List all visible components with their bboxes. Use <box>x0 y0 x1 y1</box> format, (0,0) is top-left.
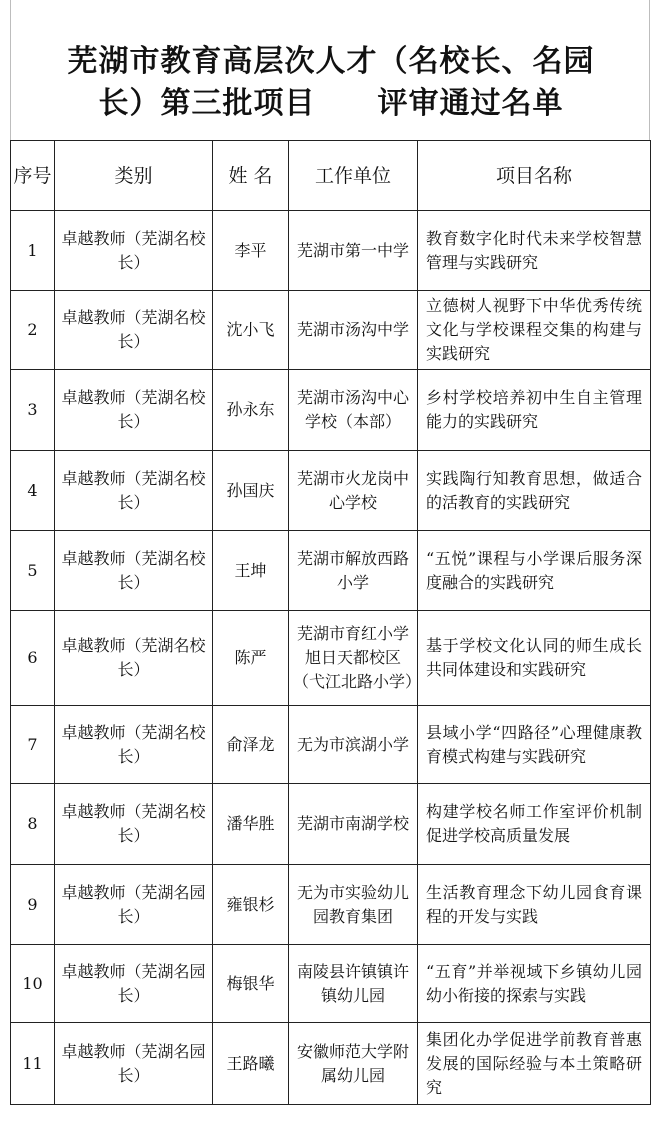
document-title-line-1: 芜湖市教育高层次人才（名校长、名园 <box>67 44 595 79</box>
row-unit: 芜湖市第一中学 <box>289 211 418 291</box>
table-row <box>11 945 651 1023</box>
row-name: 王坤 <box>213 531 289 611</box>
row-no: 1 <box>11 211 55 291</box>
row-category: 卓越教师（芜湖名校长） <box>55 784 213 865</box>
row-category: 卓越教师（芜湖名校长） <box>55 531 213 611</box>
row-project: 立德树人视野下中华优秀传统文化与学校课程交集的构建与实践研究 <box>418 291 651 370</box>
table-row <box>11 291 651 370</box>
table-row <box>11 611 651 706</box>
row-unit: 无为市实验幼儿园教育集团 <box>289 865 418 945</box>
row-project: 乡村学校培养初中生自主管理能力的实践研究 <box>418 370 651 451</box>
row-name: 潘华胜 <box>213 784 289 865</box>
row-category: 卓越教师（芜湖名校长） <box>55 211 213 291</box>
row-project: “五育”并举视域下乡镇幼儿园幼小衔接的探索与实践 <box>418 945 651 1023</box>
row-project: 生活教育理念下幼儿园食育课程的开发与实践 <box>418 865 651 945</box>
table-row <box>11 706 651 784</box>
row-unit: 芜湖市汤沟中学 <box>289 291 418 370</box>
table-row <box>11 1023 651 1105</box>
row-name: 俞泽龙 <box>213 706 289 784</box>
row-name: 王路曦 <box>213 1023 289 1105</box>
row-project: 实践陶行知教育思想，做适合的活教育的实践研究 <box>418 451 651 531</box>
row-unit: 芜湖市解放西路小学 <box>289 531 418 611</box>
row-name: 孙永东 <box>213 370 289 451</box>
row-name: 雍银杉 <box>213 865 289 945</box>
row-project: 构建学校名师工作室评价机制 促进学校高质量发展 <box>418 784 651 865</box>
row-category: 卓越教师（芜湖名校长） <box>55 451 213 531</box>
row-no: 2 <box>11 291 55 370</box>
row-category: 卓越教师（芜湖名园长） <box>55 865 213 945</box>
row-no: 6 <box>11 611 55 706</box>
row-project: 集团化办学促进学前教育普惠发展的国际经验与本土策略研究 <box>418 1023 651 1105</box>
table-row <box>11 370 651 451</box>
table-row <box>11 211 651 291</box>
row-category: 卓越教师（芜湖名校长） <box>55 611 213 706</box>
row-category: 卓越教师（芜湖名校长） <box>55 706 213 784</box>
row-category: 卓越教师（芜湖名园长） <box>55 1023 213 1105</box>
table-row <box>11 451 651 531</box>
row-no: 7 <box>11 706 55 784</box>
row-name: 陈严 <box>213 611 289 706</box>
header-name: 姓 名 <box>213 141 289 211</box>
header-seq: 序号 <box>11 141 55 211</box>
header-project: 项目名称 <box>418 141 651 211</box>
row-no: 10 <box>11 945 55 1023</box>
table-row <box>11 784 651 865</box>
row-name: 李平 <box>213 211 289 291</box>
row-unit: 芜湖市南湖学校 <box>289 784 418 865</box>
row-name: 孙国庆 <box>213 451 289 531</box>
row-unit: 芜湖市育红小学旭日天都校区（弋江北路小学） <box>289 611 418 706</box>
header-category: 类别 <box>55 141 213 211</box>
row-no: 4 <box>11 451 55 531</box>
row-unit: 安徽师范大学附属幼儿园 <box>289 1023 418 1105</box>
row-unit: 无为市滨湖小学 <box>289 706 418 784</box>
row-no: 9 <box>11 865 55 945</box>
row-project: 教育数字化时代未来学校智慧管理与实践研究 <box>418 211 651 291</box>
row-category: 卓越教师（芜湖名园长） <box>55 945 213 1023</box>
header-unit: 工作单位 <box>289 141 418 211</box>
row-category: 卓越教师（芜湖名校长） <box>55 370 213 451</box>
approval-list-table <box>10 140 659 1105</box>
row-no: 11 <box>11 1023 55 1105</box>
row-name: 沈小飞 <box>213 291 289 370</box>
row-unit: 南陵县许镇镇许镇幼儿园 <box>289 945 418 1023</box>
row-project: “五悦”课程与小学课后服务深度融合的实践研究 <box>418 531 651 611</box>
document-title-line-2: 长）第三批项目 评审通过名单 <box>98 86 564 121</box>
row-unit: 芜湖市汤沟中心学校（本部） <box>289 370 418 451</box>
row-no: 3 <box>11 370 55 451</box>
table-row <box>11 865 651 945</box>
row-name: 梅银华 <box>213 945 289 1023</box>
row-unit: 芜湖市火龙岗中心学校 <box>289 451 418 531</box>
row-category: 卓越教师（芜湖名校长） <box>55 291 213 370</box>
table-header-row <box>11 141 651 211</box>
row-no: 5 <box>11 531 55 611</box>
table-row <box>11 531 651 611</box>
row-project: 基于学校文化认同的师生成长共同体建设和实践研究 <box>418 611 651 706</box>
row-no: 8 <box>11 784 55 865</box>
title-area <box>10 0 650 140</box>
row-project: 县域小学“四路径”心理健康教育模式构建与实践研究 <box>418 706 651 784</box>
